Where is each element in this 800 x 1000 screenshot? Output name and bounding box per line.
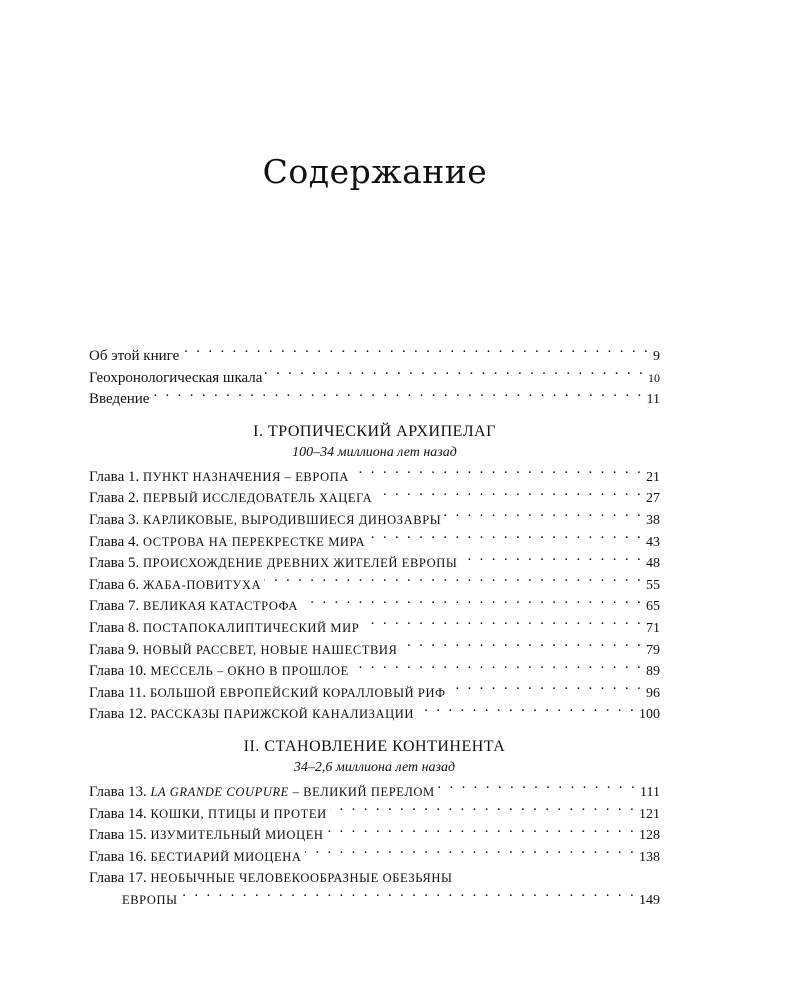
entry-title bbox=[89, 847, 302, 869]
toc-entry-chapter[interactable] bbox=[89, 804, 660, 826]
page-number: 128 bbox=[639, 828, 660, 844]
toc-entry-chapter[interactable] bbox=[89, 825, 660, 847]
dot-leader bbox=[368, 532, 643, 546]
chapter-title: НЕОБЫЧНЫЕ ЧЕЛОВЕКООБРАЗНЫЕ ОБЕЗЬЯНЫ bbox=[150, 871, 453, 886]
chapter-number: Глава 12. bbox=[89, 706, 147, 723]
entry-title-continuation bbox=[89, 890, 660, 912]
page-number: 65 bbox=[646, 599, 660, 615]
dot-leader bbox=[438, 782, 637, 796]
dot-leader bbox=[460, 553, 643, 567]
entry-title bbox=[89, 618, 359, 640]
toc-entry-chapter[interactable] bbox=[89, 661, 660, 683]
chapter-title-cont: ЕВРОПЫ bbox=[122, 892, 178, 907]
chapter-title: ВЕЛИКАЯ КАТАСТРОФА bbox=[142, 599, 298, 614]
dot-leader bbox=[352, 467, 643, 481]
toc-entry-timescale[interactable] bbox=[89, 368, 660, 390]
chapter-title: ЖАБА-ПОВИТУХА bbox=[142, 577, 262, 592]
chapter-title: БОЛЬШОЙ ЕВРОПЕЙСКИЙ КОРАЛЛОВЫЙ РИФ bbox=[149, 685, 446, 700]
entry-title bbox=[89, 510, 441, 532]
entry-title: Об этой книге bbox=[89, 348, 180, 364]
dot-leader bbox=[181, 890, 636, 904]
chapter-number: Глава 15. bbox=[89, 827, 147, 844]
dot-leader bbox=[152, 389, 643, 403]
dot-leader bbox=[305, 847, 636, 861]
entry-title bbox=[89, 661, 349, 683]
page-number: 48 bbox=[646, 556, 660, 572]
chapter-number: Глава 10. bbox=[89, 663, 147, 680]
toc-entry-chapter[interactable] bbox=[89, 553, 660, 575]
chapter-number: Глава 4. bbox=[89, 533, 140, 550]
chapter-title: БЕСТИАРИЙ МИОЦЕНА bbox=[150, 849, 302, 864]
part-subtitle: 34–2,6 миллиона лет назад bbox=[293, 759, 456, 775]
dot-leader bbox=[264, 575, 643, 589]
page-number: 11 bbox=[646, 392, 660, 408]
chapter-number: Глава 3. bbox=[89, 511, 140, 528]
entry-title bbox=[89, 804, 327, 826]
page-number: 43 bbox=[646, 534, 660, 550]
toc-entry-chapter[interactable] bbox=[89, 575, 660, 597]
chapter-title: МЕССЕЛЬ – ОКНО В ПРОШЛОЕ bbox=[150, 664, 349, 679]
page-number: 111 bbox=[640, 784, 660, 800]
chapter-number: Глава 17. bbox=[89, 870, 147, 887]
dot-leader bbox=[327, 825, 636, 839]
part-subtitle: 100–34 миллиона лет назад bbox=[292, 444, 457, 460]
dot-leader bbox=[375, 488, 643, 502]
entry-title bbox=[89, 683, 446, 705]
dot-leader bbox=[182, 346, 650, 360]
page-title: Содержание bbox=[262, 152, 488, 191]
toc-entry-about-book[interactable] bbox=[89, 346, 660, 368]
chapter-title: ИЗУМИТЕЛЬНЫЙ МИОЦЕН bbox=[150, 828, 324, 843]
page-number: 100 bbox=[639, 707, 660, 723]
chapter-title: – ВЕЛИКИЙ ПЕРЕЛОМ bbox=[288, 784, 435, 799]
chapter-title: ПОСТАПОКАЛИПТИЧЕСКИЙ МИР bbox=[142, 620, 360, 635]
toc-entry-chapter[interactable] bbox=[89, 868, 660, 911]
entry-title bbox=[89, 782, 435, 804]
chapter-title: ПУНКТ НАЗНАЧЕНИЯ – ЕВРОПА bbox=[142, 469, 349, 484]
page-number: 10 bbox=[648, 370, 660, 385]
toc-entry-chapter[interactable] bbox=[89, 467, 660, 489]
entry-title bbox=[89, 825, 324, 847]
dot-leader bbox=[401, 640, 644, 654]
dot-leader bbox=[362, 618, 643, 632]
dot-leader bbox=[265, 368, 645, 382]
entry-title bbox=[89, 640, 398, 662]
dot-leader bbox=[301, 596, 643, 610]
toc-entry-chapter[interactable] bbox=[89, 510, 660, 532]
toc-entry-chapter[interactable] bbox=[89, 596, 660, 618]
toc-entry-introduction[interactable] bbox=[89, 389, 660, 411]
toc-entry-chapter[interactable] bbox=[89, 704, 660, 726]
entry-title: Геохронологическая шкала bbox=[89, 369, 263, 386]
entry-title bbox=[89, 532, 365, 554]
chapter-title: КАРЛИКОВЫЕ, ВЫРОДИВШИЕСЯ ДИНОЗАВРЫ bbox=[142, 512, 442, 527]
chapter-title: КОШКИ, ПТИЦЫ И ПРОТЕИ bbox=[150, 806, 327, 821]
dot-leader bbox=[352, 661, 643, 675]
entry-title: Введение bbox=[89, 391, 150, 408]
page-number: 21 bbox=[646, 469, 660, 485]
page-number: 9 bbox=[653, 349, 660, 364]
chapter-number: Глава 1. bbox=[89, 468, 140, 485]
chapter-title: ПРОИСХОЖДЕНИЕ ДРЕВНИХ ЖИТЕЛЕЙ ЕВРОПЫ bbox=[142, 556, 458, 571]
page-number: 79 bbox=[646, 642, 660, 658]
chapter-title: НОВЫЙ РАССВЕТ, НОВЫЕ НАШЕСТВИЯ bbox=[142, 642, 398, 657]
entry-title bbox=[89, 553, 457, 575]
page-number: 149 bbox=[639, 892, 660, 908]
entry-title bbox=[89, 868, 660, 890]
entry-title bbox=[89, 467, 349, 489]
entry-title bbox=[89, 488, 372, 510]
page-number: 121 bbox=[639, 806, 660, 822]
chapter-title: ПЕРВЫЙ ИССЛЕДОВАТЕЛЬ ХАЦЕГА bbox=[142, 491, 373, 506]
table-of-contents bbox=[89, 346, 660, 911]
toc-entry-chapter[interactable] bbox=[89, 683, 660, 705]
dot-leader bbox=[449, 683, 643, 697]
chapter-title: РАССКАЗЫ ПАРИЖСКОЙ КАНАЛИЗАЦИИ bbox=[150, 707, 415, 722]
dot-leader bbox=[330, 804, 636, 818]
part-heading: II. СТАНОВЛЕНИЕ КОНТИНЕНТА bbox=[243, 737, 506, 755]
page-number: 71 bbox=[646, 620, 660, 636]
chapter-title: ОСТРОВА НА ПЕРЕКРЕСТКЕ МИРА bbox=[142, 534, 366, 549]
chapter-number: Глава 7. bbox=[89, 598, 140, 615]
chapter-number: Глава 16. bbox=[89, 848, 147, 865]
page-number: 27 bbox=[646, 491, 660, 507]
dot-leader bbox=[444, 510, 643, 524]
entry-title bbox=[89, 575, 261, 597]
page-number: 89 bbox=[646, 664, 660, 680]
page-number: 96 bbox=[646, 685, 660, 701]
chapter-number: Глава 11. bbox=[89, 684, 147, 701]
dot-leader bbox=[417, 704, 636, 718]
page-number: 138 bbox=[639, 849, 660, 865]
chapter-number: Глава 9. bbox=[89, 641, 140, 658]
chapter-number: Глава 14. bbox=[89, 805, 147, 822]
chapter-number: Глава 13. bbox=[89, 783, 147, 800]
chapter-number: Глава 6. bbox=[89, 576, 140, 593]
chapter-number: Глава 2. bbox=[89, 490, 140, 507]
entry-title bbox=[89, 704, 414, 726]
toc-entry-chapter[interactable] bbox=[89, 532, 660, 554]
toc-entry-chapter[interactable] bbox=[89, 847, 660, 869]
toc-entry-chapter[interactable] bbox=[89, 488, 660, 510]
entry-title bbox=[89, 596, 298, 618]
toc-entry-chapter[interactable] bbox=[89, 640, 660, 662]
chapter-title-italic: LA GRANDE COUPURE bbox=[150, 784, 289, 799]
chapter-number: Глава 8. bbox=[89, 619, 140, 636]
toc-entry-chapter[interactable] bbox=[89, 618, 660, 640]
chapter-number: Глава 5. bbox=[89, 555, 140, 572]
page-number: 38 bbox=[646, 512, 660, 528]
page-number: 55 bbox=[646, 577, 660, 593]
part-heading: I. ТРОПИЧЕСКИЙ АРХИПЕЛАГ bbox=[253, 422, 496, 440]
toc-entry-chapter[interactable] bbox=[89, 782, 660, 804]
